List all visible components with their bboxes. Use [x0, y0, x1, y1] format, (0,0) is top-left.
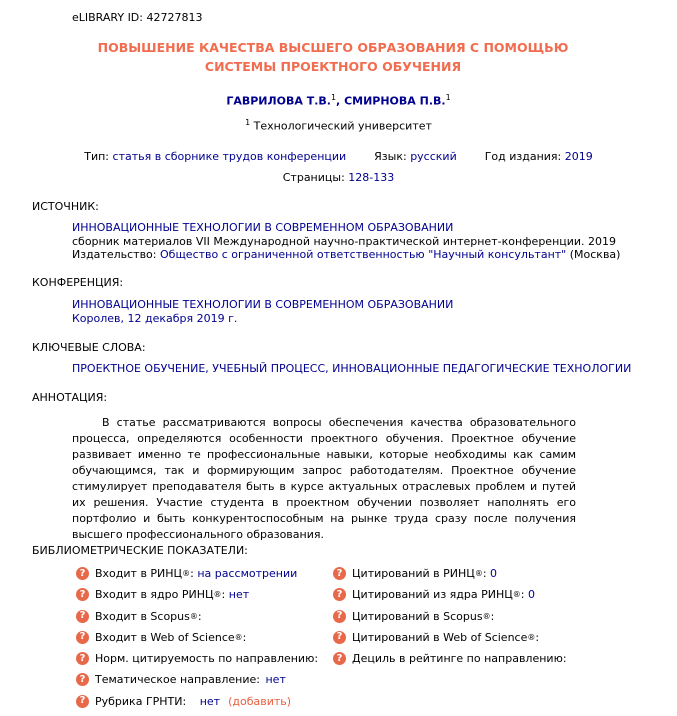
metric-colon: : — [190, 567, 194, 580]
metric-cell — [76, 610, 202, 623]
lang-value: русский — [410, 150, 457, 163]
keyword-link[interactable]: ИННОВАЦИОННЫЕ ПЕДАГОГИЧЕСКИЕ ТЕХНОЛОГИИ — [332, 362, 632, 375]
metric-row — [76, 695, 636, 716]
help-icon[interactable]: ? — [76, 673, 89, 686]
conference-block — [72, 298, 453, 325]
keyword-link[interactable]: ПРОЕКТНОЕ ОБУЧЕНИЕ — [72, 362, 206, 375]
bibliometrics-table — [76, 567, 636, 716]
meta-line — [0, 150, 677, 163]
metric-cell — [76, 673, 286, 686]
help-icon[interactable]: ? — [76, 631, 89, 644]
reg-mark: ® — [527, 632, 536, 642]
pages-line — [0, 171, 677, 184]
metric-colon: : — [221, 588, 226, 602]
metric-row — [76, 652, 636, 673]
metric-colon: : — [490, 609, 495, 623]
affiliation — [0, 118, 677, 133]
metric-value: 0 — [490, 567, 498, 580]
metric-cell — [333, 588, 535, 601]
metric-value: нет — [228, 588, 250, 602]
author-affil-sup: 1 — [445, 93, 451, 102]
year-value: 2019 — [564, 150, 593, 163]
metric-label: Входит в Web of Science — [95, 630, 235, 644]
source-title-link[interactable]: ИННОВАЦИОННЫЕ ТЕХНОЛОГИИ В СОВРЕМЕННОМ ОБРАЗОВАНИИ — [72, 221, 454, 234]
metric-cell — [333, 610, 494, 623]
metric-colon: : — [197, 609, 202, 623]
bibliometrics-label: БИБЛИОМЕТРИЧЕСКИЕ ПОКАЗАТЕЛИ: — [32, 544, 248, 557]
add-link[interactable]: добавить — [232, 694, 287, 708]
metric-label: Рубрика ГРНТИ: — [95, 694, 187, 708]
metric-colon: : — [562, 652, 567, 666]
metric-row — [76, 588, 636, 609]
help-icon[interactable]: ? — [76, 567, 89, 580]
keywords-block — [72, 362, 631, 376]
metric-cell — [333, 652, 567, 665]
help-icon[interactable]: ? — [76, 695, 89, 708]
source-label: ИСТОЧНИК: — [32, 200, 99, 213]
metric-label: Тематическое направление: — [95, 673, 260, 687]
annotation-text: В статье рассматриваются вопросы обеспечения качества образовательного процесса, определяются особенности проектного обучения. Проектное обучение развивает именно те профессиональные навыки, которые необходимы как самим обучающимся, так и формирующим запрос работодателям. Проектное обучение стимулирует преподавателя быть в курсе актуальных отраслевых проблем и путей их решения. Участие студента в проектном обучении позволяет наполнять его портфолио и быть конкурентоспособным на рынке труда сразу после получения высшего профессионального образования. — [72, 416, 576, 541]
reg-mark: ® — [234, 632, 243, 642]
lang-label: Язык: — [374, 150, 407, 163]
help-icon[interactable]: ? — [76, 610, 89, 623]
reg-mark: ® — [213, 590, 222, 600]
author-link[interactable]: СМИРНОВА П.В. — [344, 94, 446, 108]
help-icon[interactable]: ? — [333, 652, 346, 665]
keywords-label: КЛЮЧЕВЫЕ СЛОВА: — [32, 341, 146, 354]
metric-label: Входит в РИНЦ — [95, 567, 183, 580]
metric-value: на рассмотрении — [197, 567, 298, 580]
authors: ГАВРИЛОВА Т.В.$^1$, СМИРНОВА П.В.$^1$ — [226, 93, 451, 108]
metric-value: 0 — [528, 588, 535, 602]
metric-colon: : — [520, 588, 525, 602]
metric-cell — [76, 588, 249, 601]
add-link-wrapper: (добавить) — [228, 694, 292, 708]
reg-mark: ® — [182, 569, 191, 578]
metric-colon: : — [535, 630, 540, 644]
reg-mark: ® — [474, 569, 483, 578]
help-icon[interactable]: ? — [76, 588, 89, 601]
keyword-separator: , — [325, 362, 333, 375]
elibrary-id: eLIBRARY ID: 42727813 — [72, 11, 203, 24]
metric-cell — [76, 695, 291, 708]
metric-label: Норм. цитируемость по направлению — [95, 652, 315, 666]
metric-row — [76, 567, 636, 588]
publisher-line — [72, 248, 620, 262]
metric-row — [76, 631, 636, 652]
keyword-separator: , — [205, 362, 213, 375]
help-icon[interactable]: ? — [333, 610, 346, 623]
type-value: статья в сборнике трудов конференции — [112, 150, 347, 163]
metric-value: нет — [199, 694, 221, 708]
reg-mark: ® — [189, 611, 198, 621]
author-affil-sup: 1 — [330, 93, 337, 102]
author-link[interactable]: ГАВРИЛОВА Т.В. — [226, 94, 331, 108]
metric-cell — [333, 631, 539, 644]
metric-cell — [76, 567, 297, 580]
metric-label: Цитирований в Web of Science — [352, 630, 528, 644]
metric-row — [76, 610, 636, 631]
metric-cell — [76, 652, 318, 665]
conference-label: КОНФЕРЕНЦИЯ: — [32, 276, 124, 289]
source-description: сборник материалов VII Международной научно-практической интернет-конференции. 2019 — [72, 234, 617, 248]
metric-row — [76, 673, 636, 694]
pages-label: Страницы: — [282, 171, 345, 184]
publisher-link[interactable]: Общество с ограниченной ответственностью "Научный консультант" — [160, 248, 567, 261]
affil-sup: 1 — [245, 118, 251, 127]
metric-cell — [76, 631, 246, 644]
metric-label: Дециль в рейтинге по направлению — [352, 652, 563, 666]
help-icon[interactable]: ? — [333, 567, 346, 580]
conference-place-date: Королев, 12 декабря 2019 г. — [72, 311, 238, 325]
source-block — [72, 221, 620, 262]
reg-mark: ® — [482, 611, 491, 621]
publisher-city: (Москва) — [569, 248, 621, 261]
metric-colon: : — [482, 567, 487, 580]
publisher-label: Издательство: — [72, 248, 157, 261]
metric-colon: : — [242, 630, 247, 644]
metric-value: нет — [265, 673, 286, 687]
metric-label: Входит в ядро РИНЦ — [95, 588, 214, 602]
year-label: Год издания: — [484, 150, 562, 163]
metric-label: Цитирований из ядра РИНЦ — [352, 588, 513, 602]
metric-label: Цитирований в РИНЦ — [352, 567, 475, 580]
help-icon[interactable]: ? — [333, 631, 346, 644]
pages-value: 128-133 — [348, 171, 395, 184]
conference-title-link[interactable]: ИННОВАЦИОННЫЕ ТЕХНОЛОГИИ В СОВРЕМЕННОМ ОБРАЗОВАНИИ — [72, 298, 454, 311]
keyword-link[interactable]: УЧЕБНЫЙ ПРОЦЕСС — [212, 362, 326, 375]
type-label: Тип: — [84, 150, 110, 163]
reg-mark: ® — [512, 590, 521, 600]
affil-name: Технологический университет — [253, 119, 432, 133]
metric-cell — [333, 567, 497, 580]
help-icon[interactable]: ? — [333, 588, 346, 601]
help-icon[interactable]: ? — [76, 652, 89, 665]
annotation-label: АННОТАЦИЯ: — [32, 391, 108, 404]
metric-label: Входит в Scopus — [95, 609, 190, 623]
metric-label: Цитирований в Scopus — [352, 609, 483, 623]
metric-colon: : — [314, 652, 319, 666]
page-title: ПОВЫШЕНИЕ КАЧЕСТВА ВЫСШЕГО ОБРАЗОВАНИЯ С ПОМОЩЬЮ СИСТЕМЫ ПРОЕКТНОГО ОБУЧЕНИЯ — [97, 40, 569, 74]
